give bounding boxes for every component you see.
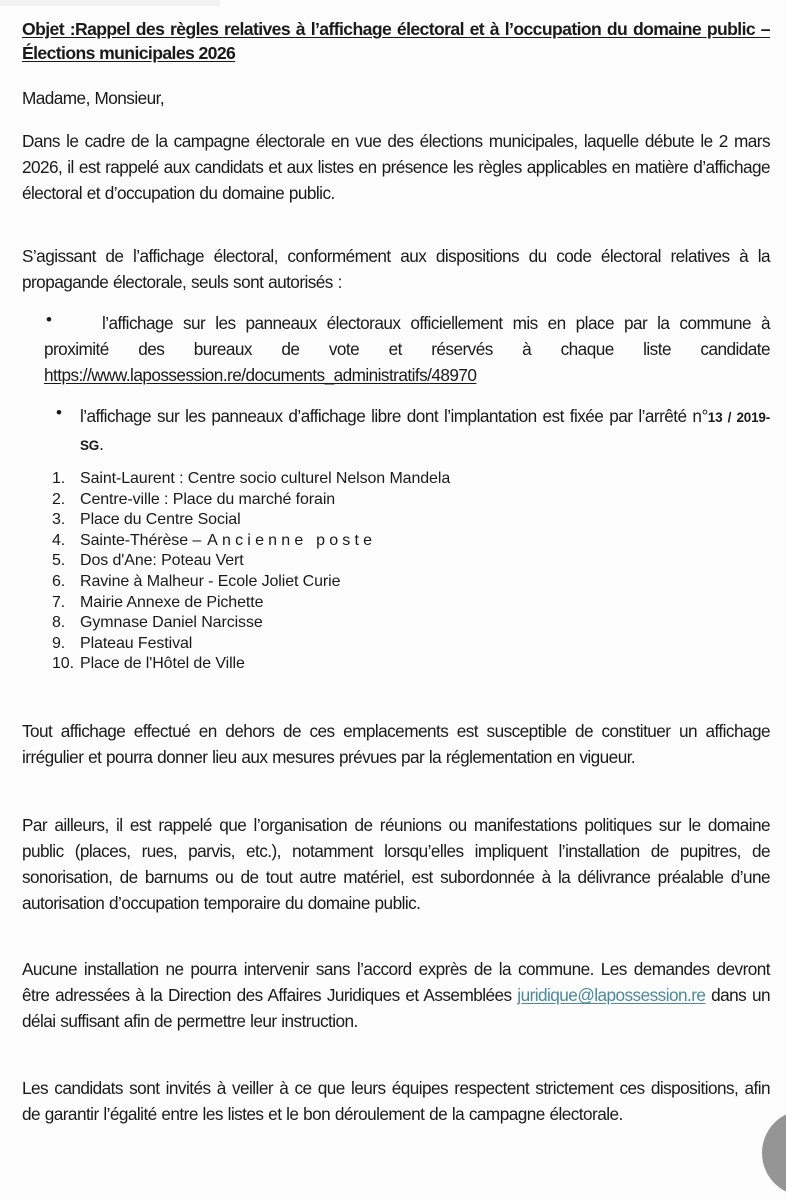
place-label: Sainte-Thérèse – bbox=[80, 531, 202, 549]
paragraph-authorized-posting: S’agissant de l’affichage électoral, conformément aux dispositions du code électoral relatives à la propagande électorale, seuls sont autorisés : bbox=[22, 246, 770, 292]
bullet-marker: • bbox=[56, 403, 62, 422]
email-link[interactable]: juridique@lapossession.re bbox=[517, 985, 706, 1005]
place-item bbox=[52, 572, 450, 593]
place-label: Mairie Annexe de Pichette bbox=[80, 593, 264, 611]
place-number: 2. bbox=[52, 490, 66, 508]
place-number: 5. bbox=[52, 552, 66, 570]
place-item bbox=[52, 634, 450, 655]
bullet-official-panels bbox=[22, 310, 770, 388]
place-item bbox=[52, 510, 450, 531]
place-label: Gymnase Daniel Narcisse bbox=[80, 614, 263, 632]
place-label: Place de l'Hôtel de Ville bbox=[80, 655, 245, 673]
bullet-text: l’affichage sur les panneaux d’affichage libre dont l’implantation est fixée par l’arrêté n° bbox=[80, 406, 708, 426]
documents-link[interactable]: https://www.lapossession.re/documents_administratifs/48970 bbox=[44, 365, 477, 385]
place-item bbox=[52, 490, 450, 511]
place-label: Ravine à Malheur - Ecole Joliet Curie bbox=[80, 572, 341, 590]
place-item bbox=[52, 613, 450, 634]
place-label: Place du Centre Social bbox=[80, 511, 241, 529]
greeting: Madame, Monsieur, bbox=[22, 88, 165, 108]
place-item bbox=[52, 654, 450, 675]
place-number: 1. bbox=[52, 470, 66, 487]
bullet-suffix: . bbox=[99, 434, 104, 454]
bullet-marker: • bbox=[46, 310, 52, 329]
place-label: Plateau Festival bbox=[80, 634, 193, 652]
paragraph-public-domain: Par ailleurs, il est rappelé que l’organisation de réunions ou manifestations politiques sur le domaine public (places, rues, parvis, etc.), notamment lorsqu’elles impliquent l’installation de pupitres, de sonorisation, de barnums ou de tout autre matériel, est subordonnée à la délivrance préalable d’une autorisation d’occupation temporaire du domaine public. bbox=[22, 815, 770, 913]
place-label-spaced: Ancienne poste bbox=[207, 531, 377, 549]
paragraph-intro: Dans le cadre de la campagne électorale en vue des élections municipales, laquelle débute le 2 mars 2026, il est rappelé aux candidats et aux listes en présence les règles applicables en matière d’affichage électoral et d’occupation du domaine public. bbox=[22, 131, 770, 203]
document-subject: Objet :Rappel des règles relatives à l’affichage électoral et à l’occupation du domaine public – Élections municipales 2026 bbox=[22, 19, 770, 63]
place-item bbox=[52, 551, 450, 572]
place-item bbox=[52, 469, 450, 490]
place-number: 8. bbox=[52, 614, 66, 632]
scan-artifact bbox=[0, 0, 220, 6]
paragraph-requests bbox=[22, 956, 770, 1034]
places-list bbox=[52, 469, 450, 675]
bullet-free-panels bbox=[22, 403, 770, 459]
place-label: Dos d'Ane: Poteau Vert bbox=[80, 552, 244, 570]
paragraph-conclusion: Les candidats sont invités à veiller à ce que leurs équipes respectent strictement ces dispositions, afin de garantir l’égalité entre les listes et le bon déroulement de la campagne électorale. bbox=[22, 1078, 770, 1124]
place-label: Centre-ville : Place du marché forain bbox=[80, 490, 336, 508]
place-number: 6. bbox=[52, 572, 66, 590]
place-number: 10. bbox=[52, 655, 74, 673]
place-item bbox=[52, 593, 450, 614]
place-number: 7. bbox=[52, 593, 66, 611]
place-label: Saint-Laurent : Centre socio culturel Nelson Mandela bbox=[80, 470, 451, 487]
place-item bbox=[52, 531, 450, 552]
requests-text-before: Aucune installation ne pourra intervenir sans l’accord exprès de la commune. Les demandes devront être adressées à la Direction des Affaires Juridiques et Assemblées bbox=[22, 959, 770, 1005]
place-number: 4. bbox=[52, 531, 66, 549]
arrete-number: 13 / 2019-SG bbox=[80, 410, 770, 453]
place-number: 9. bbox=[52, 634, 66, 652]
requests-text-after: dans un délai suffisant afin de permettre leur instruction. bbox=[22, 985, 770, 1031]
bullet-text: l’affichage sur les panneaux électoraux officiellement mis en place par la commune à proximité des bureaux de vote et réservés à chaque liste candidate bbox=[44, 313, 770, 359]
place-number: 3. bbox=[52, 511, 66, 529]
paragraph-irregular-posting: Tout affichage effectué en dehors de ces emplacements est susceptible de constituer un affichage irrégulier et pourra donner lieu aux mesures prévues par la réglementation en vigueur. bbox=[22, 721, 770, 767]
